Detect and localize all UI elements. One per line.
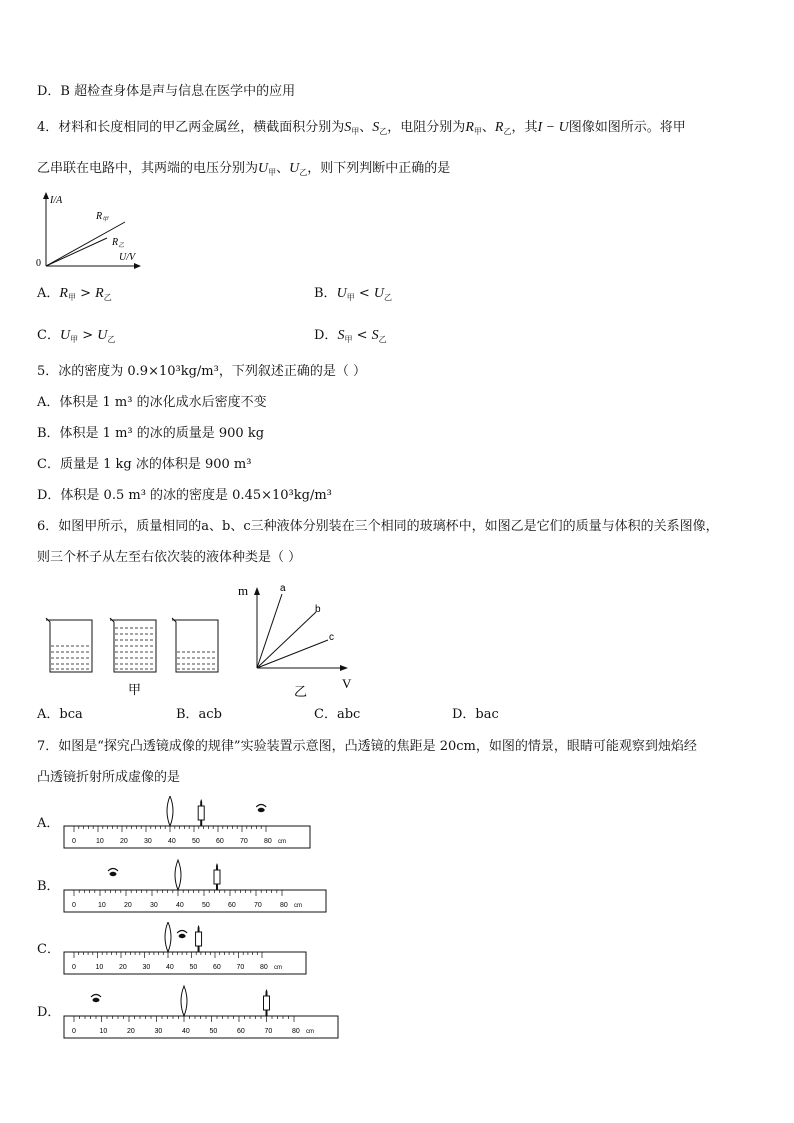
tick-label: 10 <box>98 902 106 909</box>
tick-label: 50 <box>209 1028 218 1035</box>
tick-label: 50 <box>202 902 210 909</box>
s-jia-symbol: $S_甲$ <box>344 120 360 136</box>
unit-label: cm <box>306 1029 314 1035</box>
q6-stem-line1: 6．如图甲所示，质量相同的a、b、c三种液体分别装在三个相同的玻璃杯中，如图乙是它们的质量与体积的关系图像， <box>37 519 719 534</box>
eye-icon <box>108 869 118 877</box>
q6-beakers-figure <box>40 612 230 702</box>
q6-option-b[interactable]: B．acb <box>176 707 222 722</box>
x-axis-arrow <box>134 263 141 269</box>
q7-stem-line1: 7．如图是“探究凸透镜成像的规律”实验装置示意图，凸透镜的焦距是 20cm，如图的情景，眼睛可能观察到烛焰经 <box>37 739 697 754</box>
q4-sep: 、 <box>481 120 495 135</box>
q6-option-c[interactable]: C．abc <box>314 707 361 722</box>
q7-bench-b <box>62 858 328 916</box>
tick-label: 80 <box>264 838 272 845</box>
v-axis-arrow <box>340 665 348 671</box>
beaker-3 <box>172 618 218 672</box>
m-axis-label: m <box>238 583 249 598</box>
unit-label: cm <box>274 965 282 971</box>
q5-option-c[interactable]: C．质量是 1 kg 冰的体积是 900 m³ <box>37 457 252 472</box>
bench-svg <box>62 984 340 1042</box>
q5-option-a[interactable]: A．体积是 1 m³ 的冰化成水后密度不变 <box>37 395 267 410</box>
tick-label: 40 <box>176 902 184 909</box>
q6-option-a[interactable]: A．bca <box>37 707 83 722</box>
q7-bench-d <box>62 984 340 1042</box>
tick-label: 70 <box>236 964 245 971</box>
convex-lens <box>175 860 181 890</box>
tick-label: 50 <box>192 838 200 845</box>
q4-stem-line1 <box>37 119 686 141</box>
q4-option-b[interactable]: B．$U_甲 < U_乙$ <box>314 286 392 302</box>
q4-iu-graph <box>33 190 153 270</box>
bench-svg <box>62 796 312 852</box>
q4-stem-text-b: ，电阻分别为 <box>387 120 466 135</box>
r-yi-line <box>46 238 107 266</box>
tick-label: 20 <box>120 838 128 845</box>
line-c-label: c <box>329 632 334 643</box>
convex-lens <box>167 796 173 826</box>
tick-label: 40 <box>168 838 176 845</box>
m-axis-arrow <box>254 587 260 595</box>
q4-stem-text-e: 乙串联在电路中，其两端的电压分别为 <box>37 161 259 176</box>
tick-label: 30 <box>144 838 152 845</box>
tick-label: 0 <box>72 838 76 845</box>
line-b-label: b <box>315 604 321 615</box>
q7-bench-c <box>62 922 308 978</box>
q4-option-a[interactable]: A．$R_甲 > R_乙$ <box>37 286 112 302</box>
tick-label: 20 <box>124 902 132 909</box>
q4-option-c[interactable]: C．$U_甲 > U_乙$ <box>37 328 116 344</box>
beaker-1 <box>46 618 92 672</box>
q4-stem-text-f: ，则下列判断中正确的是 <box>307 161 451 176</box>
bench-svg <box>62 858 328 916</box>
q6-stem-line2: 则三个杯子从左至右依次装的液体种类是（ ） <box>37 550 302 565</box>
beaker-2 <box>110 618 156 672</box>
eye-icon <box>177 931 187 939</box>
r-yi-symbol: $R_乙$ <box>494 120 512 136</box>
tick-label: 60 <box>213 964 221 971</box>
q3-option-d: D．B 超检查身体是声与信息在医学中的应用 <box>37 84 296 99</box>
v-axis-label: V <box>342 676 352 691</box>
q7-stem-line2: 凸透镜折射所成虚像的是 <box>37 770 181 785</box>
tick-label: 60 <box>216 838 224 845</box>
unit-label: cm <box>294 903 302 909</box>
tick-label: 60 <box>228 902 236 909</box>
eye-icon <box>91 995 101 1003</box>
line-a <box>257 594 282 668</box>
eye-icon <box>256 805 266 813</box>
tick-label: 40 <box>166 964 174 971</box>
tick-label: 80 <box>292 1028 300 1035</box>
tick-label: 0 <box>72 964 76 971</box>
r-jia-symbol: $R_甲$ <box>465 120 482 136</box>
unit-label: cm <box>278 839 286 845</box>
candle <box>264 996 270 1010</box>
candle <box>198 806 204 820</box>
u-jia-symbol: $U_甲$ <box>258 161 277 177</box>
q7-bench-a <box>62 796 312 852</box>
tick-label: 30 <box>150 902 158 909</box>
candle <box>214 870 220 884</box>
q4-stem-text-a: 4．材料和长度相同的甲乙两金属丝，横截面积分别为 <box>37 120 345 135</box>
q6-option-d[interactable]: D．bac <box>452 707 499 722</box>
i-axis-label: I/A <box>50 195 63 206</box>
tick-label: 30 <box>142 964 151 971</box>
tick-label: 70 <box>240 838 248 845</box>
tick-label: 0 <box>72 1028 76 1035</box>
convex-lens <box>165 922 171 952</box>
u-axis-label: U/V <box>119 252 136 263</box>
tick-label: 30 <box>154 1028 163 1035</box>
y-axis-arrow <box>43 192 49 199</box>
r-jia-label: $R_甲$ <box>96 211 109 223</box>
tick-label: 40 <box>182 1028 190 1035</box>
r-yi-label: $R_乙$ <box>112 237 125 249</box>
tick-label: 20 <box>119 964 127 971</box>
q4-option-d[interactable]: D．$S_甲 < S_乙$ <box>314 328 387 344</box>
bench-svg <box>62 922 308 978</box>
q5-option-b[interactable]: B．体积是 1 m³ 的冰的质量是 900 kg <box>37 426 265 441</box>
tick-label: 0 <box>72 902 76 909</box>
q7-option-a[interactable]: A． <box>37 816 60 831</box>
origin-label: 0 <box>36 258 41 269</box>
tick-label: 10 <box>95 964 104 971</box>
tick-label: 70 <box>254 902 262 909</box>
q4-stem-text-c: ，其 <box>511 120 538 135</box>
q4-stem-text-d: 图像如图所示。将甲 <box>568 120 686 135</box>
candle <box>196 932 202 946</box>
q7-option-b[interactable]: B． <box>37 879 60 894</box>
tick-label: 80 <box>280 902 288 909</box>
q7-option-d[interactable]: D． <box>37 1005 61 1020</box>
caption-jia: 甲 <box>128 683 142 698</box>
q4-sep: 、 <box>359 120 373 135</box>
tick-label: 50 <box>189 964 198 971</box>
line-c <box>257 640 328 668</box>
q5-option-d[interactable]: D．体积是 0.5 m³ 的冰的密度是 0.45×10³kg/m³ <box>37 488 332 503</box>
q4-sep: 、 <box>276 161 290 176</box>
u-yi-symbol: $U_乙$ <box>289 161 308 177</box>
q7-option-c[interactable]: C． <box>37 942 60 957</box>
line-b <box>257 612 316 668</box>
convex-lens <box>181 986 187 1016</box>
iu-symbol: I − U <box>537 120 569 135</box>
tick-label: 60 <box>237 1028 245 1035</box>
q5-stem: 5．冰的密度为 0.9×10³kg/m³，下列叙述正确的是（ ） <box>37 364 366 379</box>
q4-stem-line2 <box>37 160 450 182</box>
line-a-label: a <box>280 583 286 594</box>
tick-label: 70 <box>264 1028 273 1035</box>
caption-yi: 乙 <box>294 685 308 700</box>
tick-label: 10 <box>96 838 104 845</box>
s-yi-symbol: $S_乙$ <box>372 120 388 136</box>
tick-label: 20 <box>127 1028 135 1035</box>
q6-mv-graph <box>232 578 362 703</box>
tick-label: 10 <box>99 1028 108 1035</box>
tick-label: 80 <box>260 964 268 971</box>
